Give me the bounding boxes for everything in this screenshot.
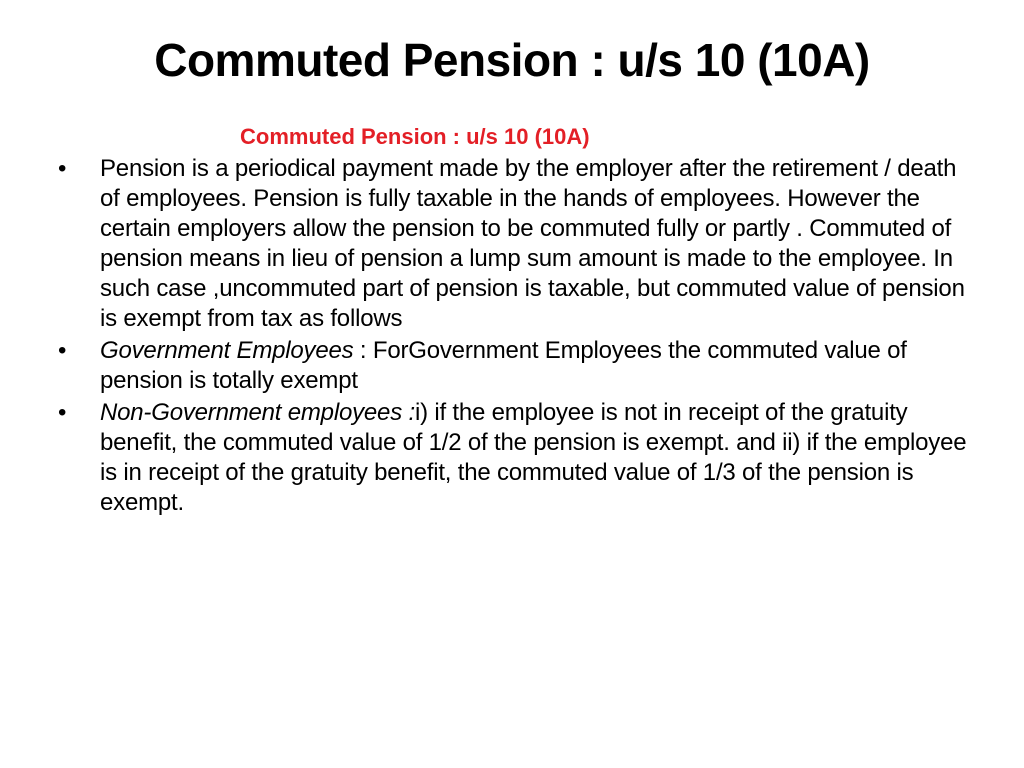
bullet-text: : ForGovernment Employees the commuted value of pension is totally exempt	[100, 337, 907, 394]
bullet-dot-icon: •	[58, 337, 67, 364]
bullet-item-government-employees	[56, 336, 976, 396]
bullet-lead: Non-Government employees :	[100, 399, 415, 426]
bullet-lead: Government Employees	[100, 337, 354, 364]
bullet-item-pension-definition	[56, 154, 976, 334]
bullet-dot-icon: •	[58, 155, 67, 182]
slide-title: Commuted Pension : u/s 10 (10A)	[154, 34, 870, 86]
bullet-text: i) if the employee is not in receipt of the gratuity benefit, the commuted value of 1/2 of the pension is exempt. and ii) if the employee is in receipt of the gratuity benefit, the commuted value of 1/3 of the pension is exempt.	[100, 399, 967, 516]
bullet-list	[56, 154, 976, 518]
slide-content	[56, 122, 976, 520]
slide-subtitle: Commuted Pension : u/s 10 (10A)	[240, 124, 590, 149]
bullet-text: Pension is a periodical payment made by the employer after the retirement / death of employees. Pension is fully taxable in the hands of employees. However the certain employers allow the pension to be commuted fully or partly . Commuted of pension means in lieu of pension a lump sum amount is made to the employee. In such case ,uncommuted part of pension is taxable, but commuted value of pension is exempt from tax as follows	[100, 155, 965, 332]
bullet-item-non-government-employees	[56, 398, 976, 518]
bullet-dot-icon: •	[58, 399, 67, 426]
